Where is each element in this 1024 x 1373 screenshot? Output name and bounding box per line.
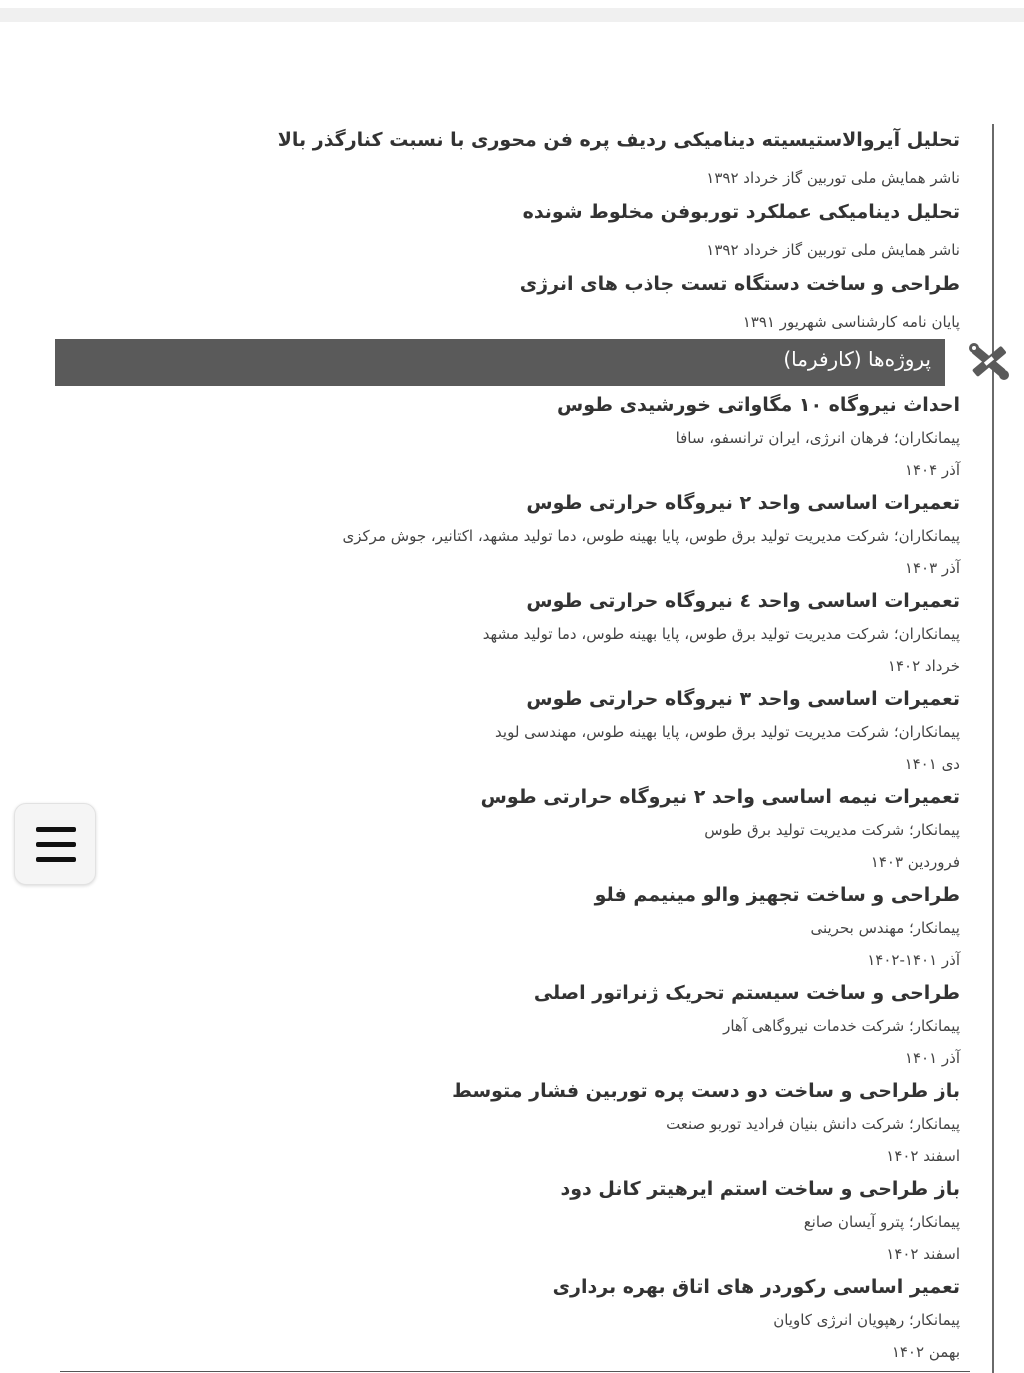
- project-contractors: پیمانکاران؛ شرکت مدیریت تولید برق طوس، پایا بهینه طوس، مهندسی لوید: [495, 723, 960, 741]
- project-item: [60, 682, 960, 780]
- publication-meta: پایان نامه کارشناسی شهریور ۱۳۹۱: [742, 313, 960, 331]
- project-date: اسفند ۱۴۰۲: [886, 1147, 960, 1165]
- project-title: باز طراحی و ساخت استم ایرهیتر کانل دود: [560, 1178, 960, 1200]
- section-header-projects: [55, 339, 945, 386]
- project-contractors: پیمانکار؛ مهندس بحرینی: [810, 919, 960, 937]
- project-date: بهمن ۱۴۰۲: [891, 1343, 960, 1361]
- project-item: [60, 976, 960, 1074]
- project-contractors: پیمانکار؛ رهپویان انرژی کاویان: [773, 1311, 960, 1329]
- top-status-bar: [0, 8, 1024, 22]
- project-item: [60, 780, 960, 878]
- publication-title: طراحی و ساخت دستگاه تست جاذب های انرژی: [519, 273, 960, 295]
- section-title: پروژه‌ها (کارفرما): [783, 347, 931, 371]
- project-contractors: پیمانکار؛ شرکت خدمات نیروگاهی آهار: [723, 1017, 960, 1035]
- project-date: آذر ۱۴۰۳: [904, 559, 960, 577]
- project-contractors: پیمانکار؛ شرکت دانش بنیان فرادید توربو صنعت: [666, 1115, 960, 1133]
- menu-button[interactable]: [14, 803, 96, 885]
- project-date: آذر ۱۴۰۱: [904, 1049, 960, 1067]
- project-date: فروردین ۱۴۰۳: [870, 853, 960, 871]
- project-title: تعمیرات اساسی واحد ۳ نیروگاه حرارتی طوس: [526, 688, 960, 710]
- project-contractors: پیمانکاران؛ فرهان انرژی، ایران ترانسفو، سافا: [675, 429, 960, 447]
- project-date: دی ۱۴۰۱: [904, 755, 960, 773]
- publication-title: تحلیل دینامیکی عملکرد توربوفن مخلوط شونده: [522, 201, 960, 223]
- project-contractors: پیمانکار؛ پترو آیسان صانع: [803, 1213, 960, 1231]
- publications-list: [60, 124, 960, 340]
- project-title: تعمیرات اساسی واحد ٤ نیروگاه حرارتی طوس: [526, 590, 960, 612]
- project-item: [60, 486, 960, 584]
- publication-meta: ناشر همایش ملی توربین گاز خرداد ۱۳۹۲: [706, 241, 960, 259]
- project-title: احداث نیروگاه ۱۰ مگاواتی خورشیدی طوس: [556, 394, 960, 416]
- project-date: آذر ۱۴۰۴: [904, 461, 960, 479]
- publication-title: تحلیل آیروالاستیسیته دینامیکی ردیف پره فن محوری با نسبت کنارگذر بالا: [277, 129, 960, 151]
- project-item: [60, 388, 960, 486]
- bottom-divider: [60, 1371, 970, 1372]
- project-contractors: پیمانکار؛ شرکت مدیریت تولید برق طوس: [704, 821, 960, 839]
- publication-item: [60, 268, 960, 340]
- project-title: تعمیرات اساسی واحد ۲ نیروگاه حرارتی طوس: [526, 492, 960, 514]
- timeline-divider: [992, 124, 994, 1373]
- project-item: [60, 1172, 960, 1270]
- projects-list: [60, 388, 960, 1368]
- project-title: طراحی و ساخت تجهیز والو مینیمم فلو: [594, 884, 960, 906]
- publication-item: [60, 196, 960, 268]
- project-item: [60, 878, 960, 976]
- project-title: تعمیر اساسی رکوردر های اتاق بهره برداری: [552, 1276, 960, 1298]
- project-date: آذر ۱۴۰۱-۱۴۰۲: [867, 951, 960, 969]
- publication-item: [60, 124, 960, 196]
- project-title: باز طراحی و ساخت دو دست پره توربین فشار متوسط: [452, 1080, 960, 1102]
- project-title: طراحی و ساخت سیستم تحریک ژنراتور اصلی: [533, 982, 960, 1004]
- project-contractors: پیمانکاران؛ شرکت مدیریت تولید برق طوس، پایا بهینه طوس، دما تولید مشهد: [482, 625, 960, 643]
- project-title: تعمیرات نیمه اساسی واحد ۲ نیروگاه حرارتی طوس: [480, 786, 960, 808]
- project-contractors: پیمانکاران؛ شرکت مدیریت تولید برق طوس، پایا بهینه طوس، دما تولید مشهد، اکتانیر، جوش مرکزی: [342, 527, 960, 545]
- publication-meta: ناشر همایش ملی توربین گاز خرداد ۱۳۹۲: [706, 169, 960, 187]
- tools-icon: [964, 340, 1012, 382]
- project-item: [60, 1074, 960, 1172]
- project-item: [60, 584, 960, 682]
- project-item: [60, 1270, 960, 1368]
- project-date: اسفند ۱۴۰۲: [886, 1245, 960, 1263]
- project-date: خرداد ۱۴۰۲: [887, 657, 960, 675]
